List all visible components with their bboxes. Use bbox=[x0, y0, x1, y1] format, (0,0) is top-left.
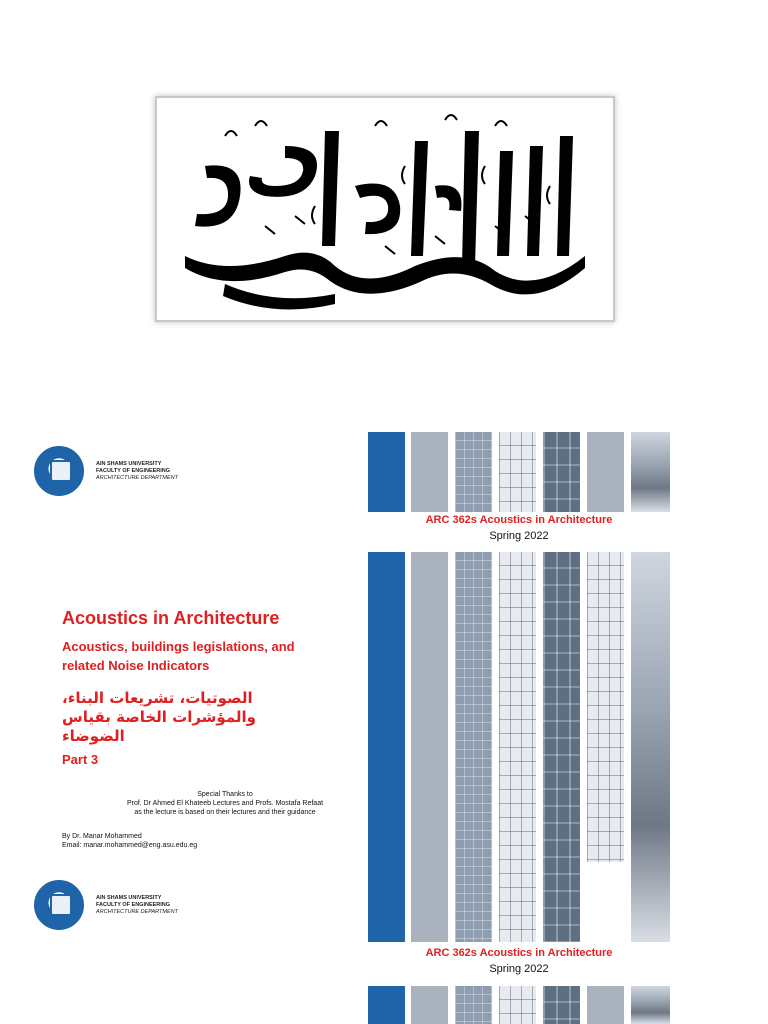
cover-strip-photo bbox=[631, 552, 670, 942]
author-block bbox=[62, 832, 197, 850]
cover-strip-gray bbox=[411, 432, 448, 512]
institution-block-top bbox=[96, 461, 178, 482]
thanks-note: as the lecture is based on their lectures and their guidance bbox=[134, 809, 316, 816]
cover-strip-plan bbox=[455, 432, 492, 512]
basmala-calligraphy-image bbox=[165, 106, 605, 312]
cover-strip-drawing bbox=[499, 552, 536, 942]
institution-faculty: FACULTY OF ENGINEERING bbox=[96, 468, 171, 474]
cover-strip-plan bbox=[455, 552, 492, 942]
cover-strip-blue bbox=[368, 986, 405, 1024]
cover-term: Spring 2022 bbox=[489, 530, 549, 542]
cover-strip-gray-2 bbox=[587, 432, 624, 512]
university-logo-top bbox=[34, 446, 84, 496]
cover-strip-blue bbox=[368, 432, 405, 512]
author-name: By Dr. Manar Mohammed bbox=[62, 833, 142, 840]
cover-strip-drawing bbox=[499, 432, 536, 512]
institution-name: AIN SHAMS UNIVERSITY bbox=[96, 895, 162, 901]
cover-strip-gray bbox=[411, 552, 448, 942]
institution-name: AIN SHAMS UNIVERSITY bbox=[96, 461, 162, 467]
lecture-arabic-title: الصوتيات، تشريعات البناء، والمؤشرات الخاصة بقياس الضوضاء bbox=[62, 689, 256, 745]
lecture-title: Acoustics in Architecture bbox=[62, 608, 280, 628]
cover-strip-drawing bbox=[499, 986, 536, 1024]
thanks-heading: Special Thanks to bbox=[197, 791, 253, 798]
cover-strip-section bbox=[587, 552, 624, 862]
lecture-subtitle: Acoustics, buildings legislations, and related Noise Indicators bbox=[62, 639, 295, 673]
lecture-part: Part 3 bbox=[62, 752, 99, 767]
cover-caption-bottom bbox=[368, 946, 670, 977]
cover-term: Spring 2022 bbox=[489, 963, 549, 975]
course-cover-image bbox=[368, 432, 670, 1024]
cover-strip-photo bbox=[631, 986, 670, 1024]
basmala-calligraphy-panel bbox=[155, 96, 615, 322]
author-email: Email: manar.mohammed@eng.asu.edu.eg bbox=[62, 842, 198, 849]
cover-course-title: ARC 362s Acoustics in Architecture bbox=[425, 947, 613, 959]
special-thanks-block bbox=[60, 790, 390, 817]
cover-strip-plan bbox=[455, 986, 492, 1024]
cover-strip-gray bbox=[411, 986, 448, 1024]
institution-department: ARCHITECTURE DEPARTMENT bbox=[96, 475, 178, 481]
cover-course-title: ARC 362s Acoustics in Architecture bbox=[425, 514, 613, 526]
university-logo-bottom bbox=[34, 880, 84, 930]
cover-strip-blue bbox=[368, 552, 405, 942]
cover-strip-plan-dark bbox=[543, 986, 580, 1024]
institution-block-bottom bbox=[96, 895, 178, 916]
cover-strip-photo bbox=[631, 432, 670, 512]
cover-strip-plan-dark bbox=[543, 432, 580, 512]
cover-strip-gray-2 bbox=[587, 986, 624, 1024]
institution-faculty: FACULTY OF ENGINEERING bbox=[96, 902, 171, 908]
cover-strip-plan-dark bbox=[543, 552, 580, 942]
thanks-names: Prof. Dr Ahmed El Khateeb Lectures and Profs. Mostafa Refaat bbox=[126, 800, 324, 807]
institution-department: ARCHITECTURE DEPARTMENT bbox=[96, 909, 178, 915]
cover-caption-top bbox=[368, 513, 670, 544]
